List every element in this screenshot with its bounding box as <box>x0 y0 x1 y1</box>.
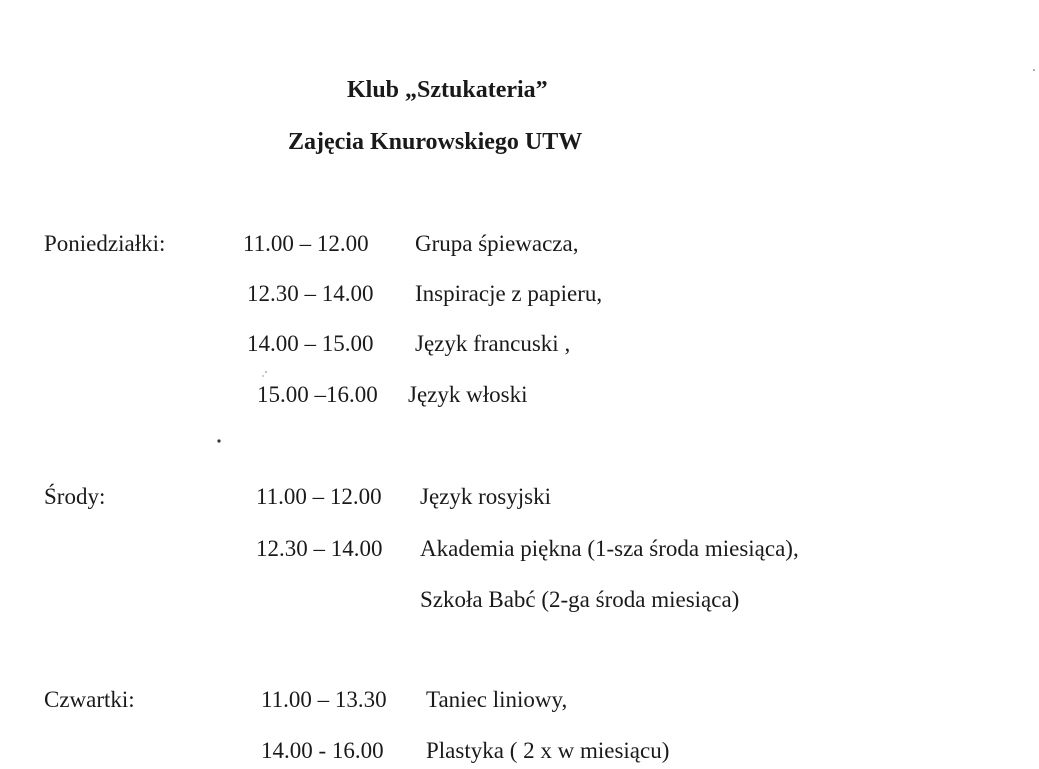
scan-speck <box>265 371 267 373</box>
day-label-monday: Poniedziałki: <box>44 231 166 256</box>
day-label-thursday: Czwartki: <box>44 687 135 712</box>
time-slot: 12.30 – 14.00 <box>256 536 383 561</box>
time-slot: 14.00 - 16.00 <box>261 738 384 763</box>
scan-speck <box>217 439 220 442</box>
time-slot: 12.30 – 14.00 <box>247 281 374 306</box>
document-title: Klub „Sztukateria” <box>347 77 548 103</box>
activity-name: Język francuski , <box>415 331 571 356</box>
document-subtitle: Zajęcia Knurowskiego UTW <box>288 129 583 155</box>
activity-name: Plastyka ( 2 x w miesiącu) <box>426 738 670 763</box>
scan-speck <box>262 375 263 376</box>
time-slot: 15.00 –16.00 <box>257 382 378 407</box>
activity-name: Taniec liniowy, <box>426 687 568 712</box>
time-slot: 14.00 – 15.00 <box>247 331 374 356</box>
time-slot: 11.00 – 12.00 <box>256 484 382 509</box>
activity-name: Język włoski <box>408 382 528 407</box>
activity-name: Akademia piękna (1-sza środa miesiąca), <box>420 536 799 561</box>
scan-speck <box>1033 69 1035 71</box>
activity-name: Język rosyjski <box>420 484 551 509</box>
time-slot: 11.00 – 13.30 <box>261 687 387 712</box>
day-label-wednesday: Środy: <box>44 484 106 509</box>
activity-name: Inspiracje z papieru, <box>415 281 603 306</box>
time-slot: 11.00 – 12.00 <box>243 231 369 256</box>
activity-name: Szkoła Babć (2-ga środa miesiąca) <box>420 587 740 612</box>
activity-name: Grupa śpiewacza, <box>415 231 579 256</box>
